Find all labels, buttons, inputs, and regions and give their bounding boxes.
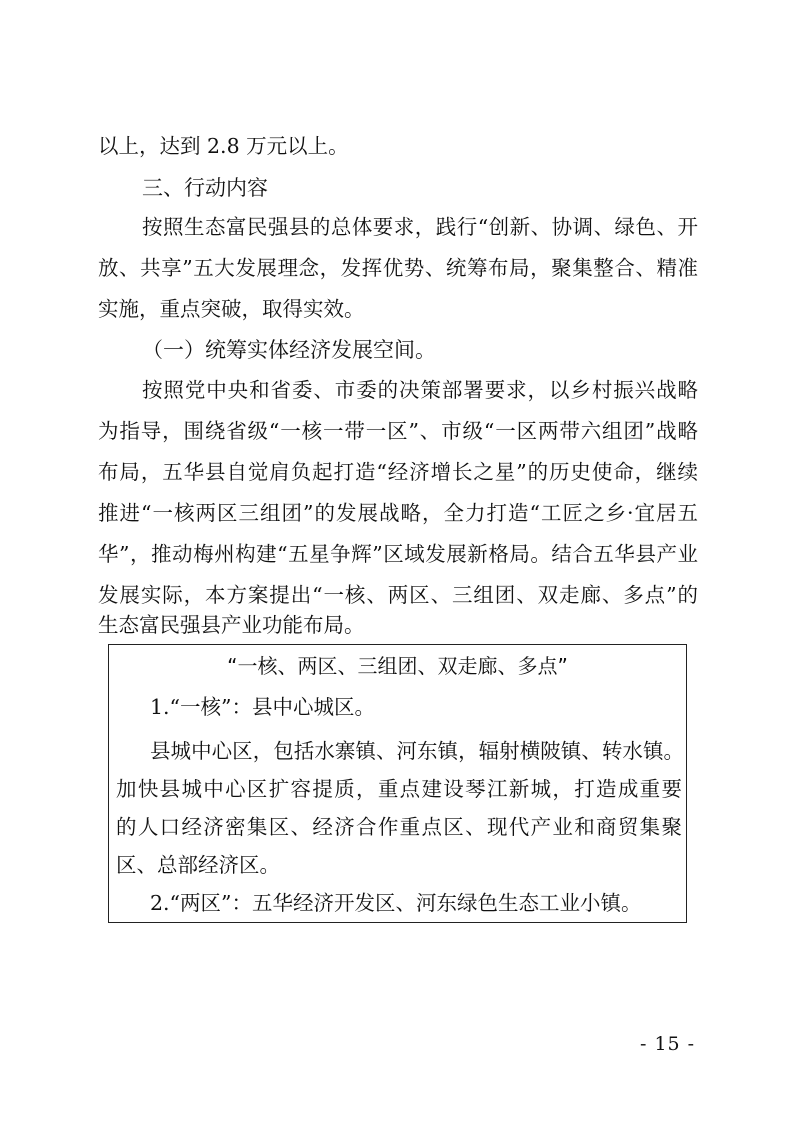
box-item-heading: 2.“两区”：五华经济开发区、河东绿色生态工业小镇。 xyxy=(150,891,642,915)
paragraph-line: 发展实际，本方案提出“一核、两区、三组团、双走廊、多点”的 xyxy=(98,583,698,607)
paragraph-line: 按照生态富民强县的总体要求，践行“创新、协调、绿色、开 xyxy=(142,215,698,239)
box-paragraph-line: 区、总部经济区。 xyxy=(116,853,280,877)
paragraph-line: 以上，达到 2.8 万元以上。 xyxy=(98,134,349,158)
paragraph-line: 实施，重点突破，取得实效。 xyxy=(98,297,365,321)
box-paragraph-line: 的人口经济密集区、经济合作重点区、现代产业和商贸集聚 xyxy=(116,815,682,839)
box-title: “一核、两区、三组团、双走廊、多点” xyxy=(227,654,568,678)
paragraph-line: 生态富民强县产业功能布局。 xyxy=(98,613,365,637)
paragraph-line: 布局，五华县自觉肩负起打造“经济增长之星”的历史使命，继续 xyxy=(98,460,698,484)
subsection-heading: （一）统筹实体经济发展空间。 xyxy=(142,338,436,362)
layout-summary-box xyxy=(108,644,687,923)
paragraph-line: 推进“一核两区三组团”的发展战略，全力打造“工匠之乡·宜居五 xyxy=(98,501,698,525)
section-heading: 三、行动内容 xyxy=(142,176,268,200)
paragraph-line: 为指导，围绕省级“一核一带一区”、市级“一区两带六组团”战略 xyxy=(98,419,698,443)
box-item-heading: 1.“一核”：县中心城区。 xyxy=(150,695,376,719)
paragraph-line: 按照党中央和省委、市委的决策部署要求，以乡村振兴战略 xyxy=(142,378,698,402)
paragraph-line: 放、共享”五大发展理念，发挥优势、统筹布局，聚集整合、精准 xyxy=(98,256,698,280)
page-number: - 15 - xyxy=(640,1033,696,1055)
box-paragraph-line: 加快县城中心区扩容提质，重点建设琴江新城，打造成重要 xyxy=(116,777,682,801)
box-paragraph-line: 县城中心区，包括水寨镇、河东镇，辐射横陂镇、转水镇。 xyxy=(150,739,684,763)
paragraph-line: 华”，推动梅州构建“五星争辉”区域发展新格局。结合五华县产业 xyxy=(98,542,698,566)
